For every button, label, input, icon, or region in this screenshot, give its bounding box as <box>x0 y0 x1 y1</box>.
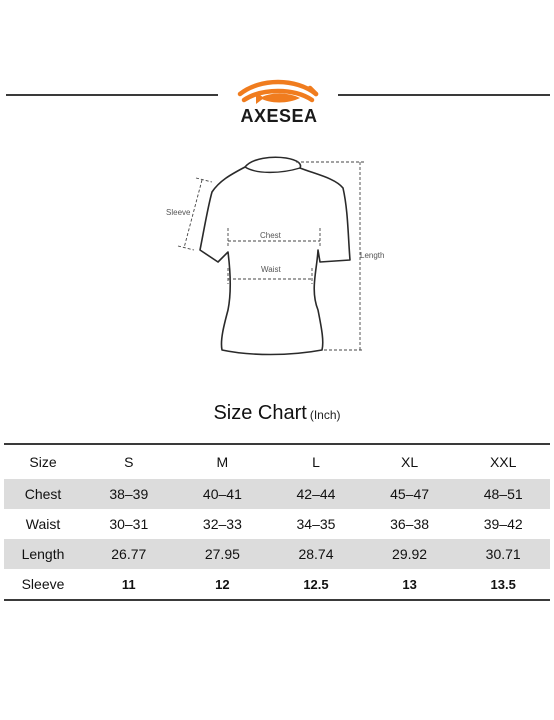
header-rule-left <box>6 94 218 96</box>
header-rule-right <box>338 94 550 96</box>
size-chart-title: Size Chart <box>213 402 307 424</box>
table-cell: 12.5 <box>303 576 329 592</box>
shirt-measurement-diagram <box>160 150 400 360</box>
row-label-chest: Chest <box>4 479 82 509</box>
header-xl: XL <box>401 454 419 470</box>
table-cell: 36–38 <box>390 516 430 532</box>
table-row-waist <box>4 509 550 539</box>
size-chart-heading <box>0 402 554 425</box>
table-cell: 39–42 <box>483 516 523 532</box>
table-cell: 48–51 <box>456 479 550 509</box>
table-cell: 11 <box>121 576 136 592</box>
table-row-sleeve <box>4 569 550 600</box>
brand-name: AXESEA <box>240 106 318 126</box>
table-cell: 34–35 <box>296 516 336 532</box>
chest-label: Chest <box>260 231 281 240</box>
header-xxl: XXL <box>489 454 517 470</box>
header-l: L <box>312 454 320 470</box>
table-cell: 38–39 <box>82 479 176 509</box>
header-s: S <box>124 454 134 470</box>
table-cell: 13 <box>402 576 417 592</box>
header-size: Size <box>29 454 57 470</box>
row-label-sleeve: Sleeve <box>21 576 65 592</box>
size-chart-unit: (Inch) <box>309 408 341 422</box>
table-cell: 40–41 <box>176 479 270 509</box>
table-cell: 27.95 <box>176 539 270 569</box>
table-cell: 13.5 <box>490 576 516 592</box>
shirt-outline <box>200 157 350 354</box>
waist-label: Waist <box>261 265 281 274</box>
table-cell: 30–31 <box>109 516 149 532</box>
length-label: Length <box>360 251 385 260</box>
table-cell: 28.74 <box>269 539 363 569</box>
length-measure <box>296 162 364 350</box>
table-cell: 12 <box>215 576 230 592</box>
table-cell: 45–47 <box>363 479 457 509</box>
row-label-length: Length <box>4 539 82 569</box>
table-row-chest <box>4 479 550 509</box>
table-cell: 29.92 <box>363 539 457 569</box>
table-cell: 30.71 <box>456 539 550 569</box>
shirt-collar <box>245 167 300 172</box>
table-cell: 32–33 <box>202 516 242 532</box>
sleeve-label: Sleeve <box>166 208 191 217</box>
table-row-length <box>4 539 550 569</box>
row-label-waist: Waist <box>25 516 61 532</box>
size-table <box>4 443 550 601</box>
table-cell: 42–44 <box>269 479 363 509</box>
table-header-row <box>4 444 550 479</box>
table-cell: 26.77 <box>82 539 176 569</box>
header-m: M <box>216 454 229 470</box>
